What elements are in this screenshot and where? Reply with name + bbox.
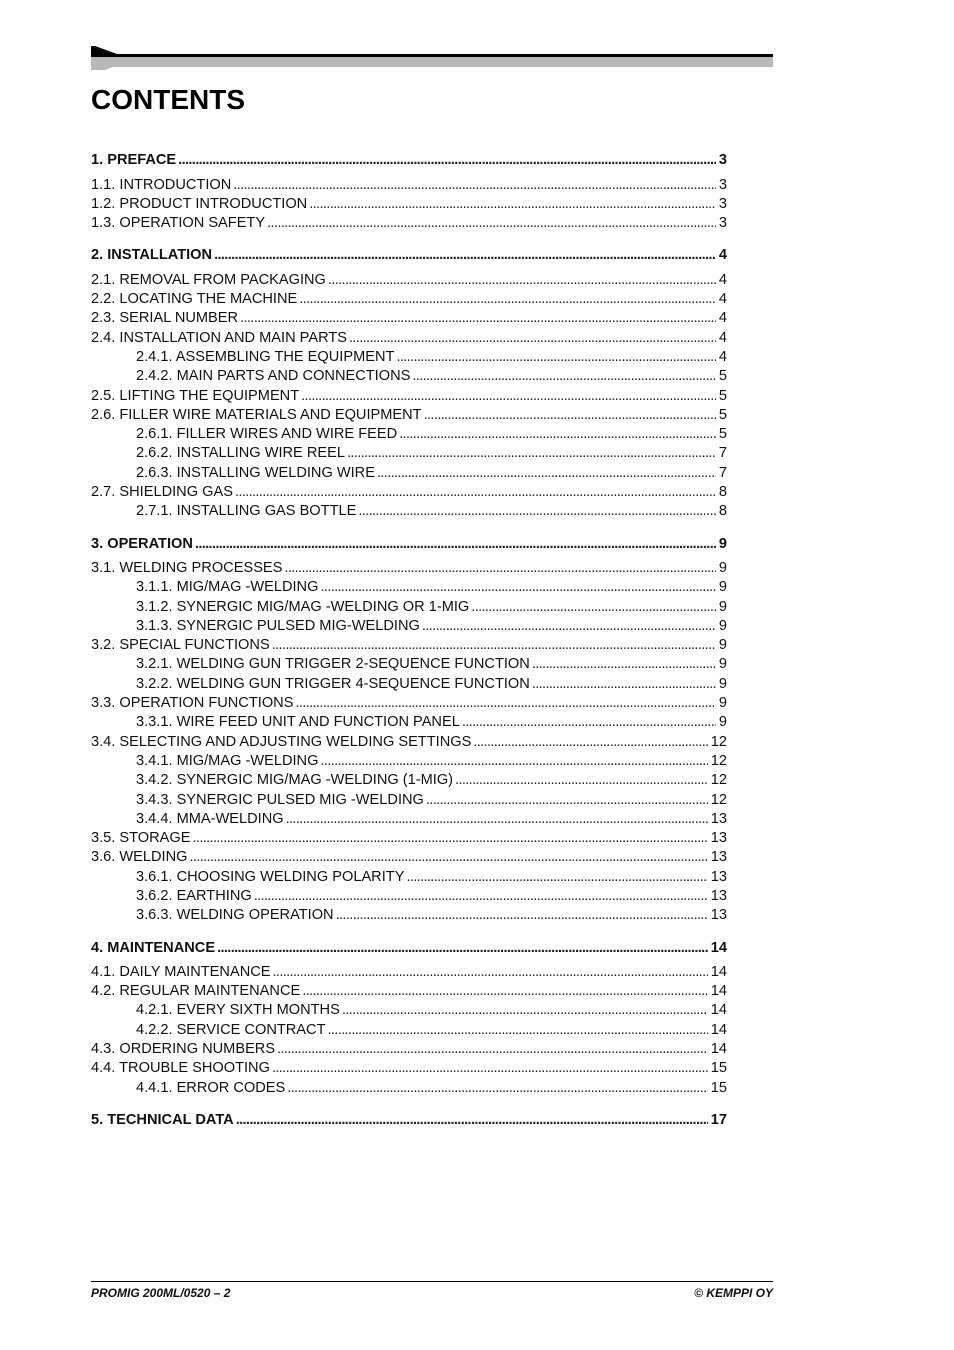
toc-page-number: 4 xyxy=(718,291,727,308)
toc-leader-dots xyxy=(471,598,716,617)
toc-section-entry[interactable] xyxy=(91,1111,727,1130)
toc-leader-dots xyxy=(193,829,708,848)
toc-entry[interactable] xyxy=(91,406,727,425)
toc-page-number: 13 xyxy=(710,849,727,866)
toc-entry-title: 3.4.1. MIG/MAG -WELDING xyxy=(136,752,319,769)
toc-entry-title: 3.6.2. EARTHING xyxy=(136,887,252,904)
toc-entry[interactable] xyxy=(91,578,727,597)
toc-page-number: 13 xyxy=(710,868,727,885)
toc-page-number: 13 xyxy=(710,830,727,847)
toc-section-entry[interactable] xyxy=(91,938,727,957)
toc-page-number: 7 xyxy=(718,445,727,462)
toc-leader-dots xyxy=(295,694,715,713)
toc-entry[interactable] xyxy=(91,483,727,502)
toc-page-number: 9 xyxy=(718,535,727,552)
toc-entry-title: 3.2. SPECIAL FUNCTIONS xyxy=(91,637,270,654)
toc-page-number: 3 xyxy=(718,176,727,193)
toc-leader-dots xyxy=(240,309,716,328)
toc-page-number: 14 xyxy=(710,963,727,980)
toc-entry-title: 3.4.2. SYNERGIC MIG/MAG -WELDING (1-MIG) xyxy=(136,772,454,789)
toc-entry-title: 4.4. TROUBLE SHOOTING xyxy=(91,1060,270,1077)
toc-entry-title: 1.3. OPERATION SAFETY xyxy=(91,215,266,232)
toc-leader-dots xyxy=(377,464,716,483)
toc-entry-title: 2.2. LOCATING THE MACHINE xyxy=(91,291,298,308)
toc-entry-title: 5. TECHNICAL DATA xyxy=(91,1111,234,1128)
toc-entry-title: 3.6.1. CHOOSING WELDING POLARITY xyxy=(136,868,405,885)
toc-entry[interactable] xyxy=(91,982,727,1001)
toc-entry-title: 2.4.1. ASSEMBLING THE EQUIPMENT xyxy=(136,348,395,365)
toc-entry[interactable] xyxy=(91,463,727,482)
toc-leader-dots xyxy=(422,617,716,636)
toc-leader-dots xyxy=(272,636,716,655)
toc-page-number: 4 xyxy=(718,271,727,288)
toc-page-number: 14 xyxy=(710,1041,727,1058)
toc-section-entry[interactable] xyxy=(91,246,727,265)
toc-leader-dots xyxy=(336,906,708,925)
toc-page-number: 17 xyxy=(710,1111,727,1128)
toc-entry-title: 3.4. SELECTING AND ADJUSTING WELDING SETTINGS xyxy=(91,733,472,750)
toc-entry-title: 3.1.3. SYNERGIC PULSED MIG-WELDING xyxy=(136,617,420,634)
toc-entry-title: 1.2. PRODUCT INTRODUCTION xyxy=(91,195,308,212)
toc-entry[interactable] xyxy=(91,195,727,214)
toc-entry[interactable] xyxy=(91,502,727,521)
toc-page-number: 9 xyxy=(718,695,727,712)
toc-leader-dots xyxy=(412,367,716,386)
toc-leader-dots xyxy=(254,887,708,906)
toc-leader-dots xyxy=(532,675,716,694)
toc-entry-title: 3.5. STORAGE xyxy=(91,830,191,847)
toc-page-number: 4 xyxy=(718,310,727,327)
toc-leader-dots xyxy=(426,791,708,810)
header-decoration xyxy=(91,46,773,70)
toc-entry[interactable] xyxy=(91,790,727,809)
toc-leader-dots xyxy=(286,810,708,829)
toc-entry[interactable] xyxy=(91,1059,727,1078)
toc-page-number: 9 xyxy=(718,656,727,673)
toc-leader-dots xyxy=(217,939,708,958)
toc-entry-title: 2.3. SERIAL NUMBER xyxy=(91,310,239,327)
toc-leader-dots xyxy=(195,535,716,554)
toc-page-number: 5 xyxy=(718,368,727,385)
toc-entry-title: 4.1. DAILY MAINTENANCE xyxy=(91,963,271,980)
toc-page-number: 15 xyxy=(710,1079,727,1096)
toc-entry[interactable] xyxy=(91,617,727,636)
toc-page-number: 14 xyxy=(710,939,727,956)
toc-entry-title: 4. MAINTENANCE xyxy=(91,939,216,956)
toc-leader-dots xyxy=(214,246,716,265)
toc-entry[interactable] xyxy=(91,963,727,982)
toc-entry[interactable] xyxy=(91,771,727,790)
toc-entry-title: 4.2.1. EVERY SIXTH MONTHS xyxy=(136,1002,340,1019)
toc-leader-dots xyxy=(233,176,716,195)
toc-leader-dots xyxy=(328,271,716,290)
toc-leader-dots xyxy=(328,1021,708,1040)
toc-page-number: 5 xyxy=(718,426,727,443)
toc-entry[interactable] xyxy=(91,694,727,713)
toc-page-number: 8 xyxy=(718,484,727,501)
toc-entry[interactable] xyxy=(91,1040,727,1059)
toc-entry[interactable] xyxy=(91,829,727,848)
toc-leader-dots xyxy=(301,387,716,406)
toc-entry[interactable] xyxy=(91,732,727,751)
toc-leader-dots xyxy=(532,655,716,674)
toc-page-number: 5 xyxy=(718,406,727,423)
toc-entry[interactable] xyxy=(91,655,727,674)
toc-entry[interactable] xyxy=(91,1078,727,1097)
toc-page-number: 14 xyxy=(710,983,727,1000)
toc-entry[interactable] xyxy=(91,752,727,771)
toc-page-number: 9 xyxy=(718,675,727,692)
toc-entry-title: 3.2.2. WELDING GUN TRIGGER 4-SEQUENCE FUNCTION xyxy=(136,675,530,692)
toc-page-number: 12 xyxy=(710,733,727,750)
toc-leader-dots xyxy=(424,406,716,425)
toc-entry-title: 4.3. ORDERING NUMBERS xyxy=(91,1041,276,1058)
toc-page-number: 4 xyxy=(718,348,727,365)
toc-leader-dots xyxy=(462,713,716,732)
toc-leader-dots xyxy=(347,444,716,463)
toc-entry[interactable] xyxy=(91,367,727,386)
toc-page-number: 8 xyxy=(718,503,727,520)
toc-leader-dots xyxy=(277,1040,708,1059)
toc-entry-title: 3.3.1. WIRE FEED UNIT AND FUNCTION PANEL xyxy=(136,714,460,731)
footer-divider xyxy=(91,1281,773,1282)
toc-entry-title: 2.7. SHIELDING GAS xyxy=(91,484,233,501)
toc-entry-title: 3.1.2. SYNERGIC MIG/MAG -WELDING OR 1-MIG xyxy=(136,598,470,615)
toc-page-number: 3 xyxy=(718,195,727,212)
toc-section-entry[interactable] xyxy=(91,534,727,553)
toc-entry[interactable] xyxy=(91,309,727,328)
toc-entry[interactable] xyxy=(91,867,727,886)
toc-page-number: 9 xyxy=(718,617,727,634)
toc-entry-title: 2.4. INSTALLATION AND MAIN PARTS xyxy=(91,329,347,346)
toc-entry[interactable] xyxy=(91,906,727,925)
toc-page-number: 4 xyxy=(718,329,727,346)
toc-entry-title: 3.1.1. MIG/MAG -WELDING xyxy=(136,579,319,596)
toc-entry-title: 2. INSTALLATION xyxy=(91,247,213,264)
toc-page-number: 3 xyxy=(718,215,727,232)
table-of-contents xyxy=(91,151,727,1130)
toc-entry[interactable] xyxy=(91,290,727,309)
toc-entry[interactable] xyxy=(91,348,727,367)
toc-leader-dots xyxy=(406,868,707,887)
toc-entry-title: 2.6.2. INSTALLING WIRE REEL xyxy=(136,445,345,462)
toc-entry[interactable] xyxy=(91,559,727,578)
toc-leader-dots xyxy=(396,348,715,367)
toc-entry-title: 2.4.2. MAIN PARTS AND CONNECTIONS xyxy=(136,368,411,385)
toc-leader-dots xyxy=(284,559,715,578)
toc-entry-title: 3.3. OPERATION FUNCTIONS xyxy=(91,695,294,712)
toc-entry-title: 4.2.2. SERVICE CONTRACT xyxy=(136,1021,326,1038)
toc-page-number: 12 xyxy=(710,791,727,808)
page-title: CONTENTS xyxy=(91,84,245,115)
toc-entry[interactable] xyxy=(91,214,727,233)
toc-leader-dots xyxy=(287,1079,708,1098)
toc-leader-dots xyxy=(178,151,716,170)
toc-page-number: 9 xyxy=(718,559,727,576)
toc-entry[interactable] xyxy=(91,328,727,347)
footer-document-id: PROMIG 200ML/0520 – 2 xyxy=(91,1286,231,1300)
toc-entry[interactable] xyxy=(91,810,727,829)
toc-entry[interactable] xyxy=(91,713,727,732)
toc-leader-dots xyxy=(236,1111,708,1130)
toc-entry[interactable] xyxy=(91,386,727,405)
toc-page-number: 9 xyxy=(718,598,727,615)
toc-leader-dots xyxy=(473,733,707,752)
toc-leader-dots xyxy=(235,483,716,502)
toc-entry-title: 2.5. LIFTING THE EQUIPMENT xyxy=(91,387,300,404)
toc-entry[interactable] xyxy=(91,597,727,616)
toc-page-number: 13 xyxy=(710,810,727,827)
toc-leader-dots xyxy=(320,752,707,771)
toc-leader-dots xyxy=(190,848,708,867)
toc-entry-title: 3. OPERATION xyxy=(91,535,193,552)
toc-page-number: 9 xyxy=(718,714,727,731)
toc-page-number: 14 xyxy=(710,1002,727,1019)
toc-leader-dots xyxy=(272,1059,708,1078)
toc-page-number: 13 xyxy=(710,887,727,904)
toc-entry[interactable] xyxy=(91,425,727,444)
toc-entry-title: 2.7.1. INSTALLING GAS BOTTLE xyxy=(136,503,357,520)
toc-entry-title: 3.4.3. SYNERGIC PULSED MIG -WELDING xyxy=(136,791,424,808)
toc-entry[interactable] xyxy=(91,887,727,906)
toc-page-number: 13 xyxy=(710,907,727,924)
toc-page-number: 12 xyxy=(710,752,727,769)
toc-page-number: 14 xyxy=(710,1021,727,1038)
toc-entry-title: 1.1. INTRODUCTION xyxy=(91,176,232,193)
toc-entry-title: 2.6. FILLER WIRE MATERIALS AND EQUIPMENT xyxy=(91,406,422,423)
toc-leader-dots xyxy=(358,502,716,521)
toc-page-number: 7 xyxy=(718,464,727,481)
toc-leader-dots xyxy=(273,963,708,982)
toc-page-number: 3 xyxy=(718,152,727,169)
footer-copyright: © KEMPPI OY xyxy=(694,1286,773,1300)
toc-entry[interactable] xyxy=(91,175,727,194)
toc-page-number: 9 xyxy=(718,579,727,596)
toc-entry[interactable] xyxy=(91,636,727,655)
toc-entry-title: 2.6.1. FILLER WIRES AND WIRE FEED xyxy=(136,426,398,443)
toc-entry-title: 2.6.3. INSTALLING WELDING WIRE xyxy=(136,464,375,481)
toc-entry-title: 3.6. WELDING xyxy=(91,849,188,866)
toc-leader-dots xyxy=(299,290,716,309)
toc-section-entry[interactable] xyxy=(91,151,727,170)
toc-entry[interactable] xyxy=(91,1020,727,1039)
toc-page-number: 9 xyxy=(718,637,727,654)
toc-entry[interactable] xyxy=(91,674,727,693)
toc-entry-title: 1. PREFACE xyxy=(91,152,177,169)
toc-page-number: 5 xyxy=(718,387,727,404)
toc-page-number: 15 xyxy=(710,1060,727,1077)
toc-leader-dots xyxy=(342,1001,708,1020)
toc-entry-title: 4.4.1. ERROR CODES xyxy=(136,1079,286,1096)
toc-leader-dots xyxy=(320,578,715,597)
toc-entry[interactable] xyxy=(91,1001,727,1020)
toc-leader-dots xyxy=(309,195,716,214)
toc-entry[interactable] xyxy=(91,444,727,463)
toc-leader-dots xyxy=(349,329,716,348)
toc-entry-title: 3.2.1. WELDING GUN TRIGGER 2-SEQUENCE FUNCTION xyxy=(136,656,530,673)
toc-entry-title: 3.6.3. WELDING OPERATION xyxy=(136,907,334,924)
toc-entry[interactable] xyxy=(91,270,727,289)
toc-leader-dots xyxy=(455,771,708,790)
toc-entry-title: 3.1. WELDING PROCESSES xyxy=(91,559,283,576)
toc-leader-dots xyxy=(267,214,716,233)
toc-entry-title: 2.1. REMOVAL FROM PACKAGING xyxy=(91,271,326,288)
toc-entry-title: 3.4.4. MMA-WELDING xyxy=(136,810,284,827)
toc-leader-dots xyxy=(302,982,708,1001)
toc-entry-title: 4.2. REGULAR MAINTENANCE xyxy=(91,983,301,1000)
toc-page-number: 4 xyxy=(718,247,727,264)
toc-page-number: 12 xyxy=(710,772,727,789)
toc-entry[interactable] xyxy=(91,848,727,867)
toc-leader-dots xyxy=(399,425,716,444)
